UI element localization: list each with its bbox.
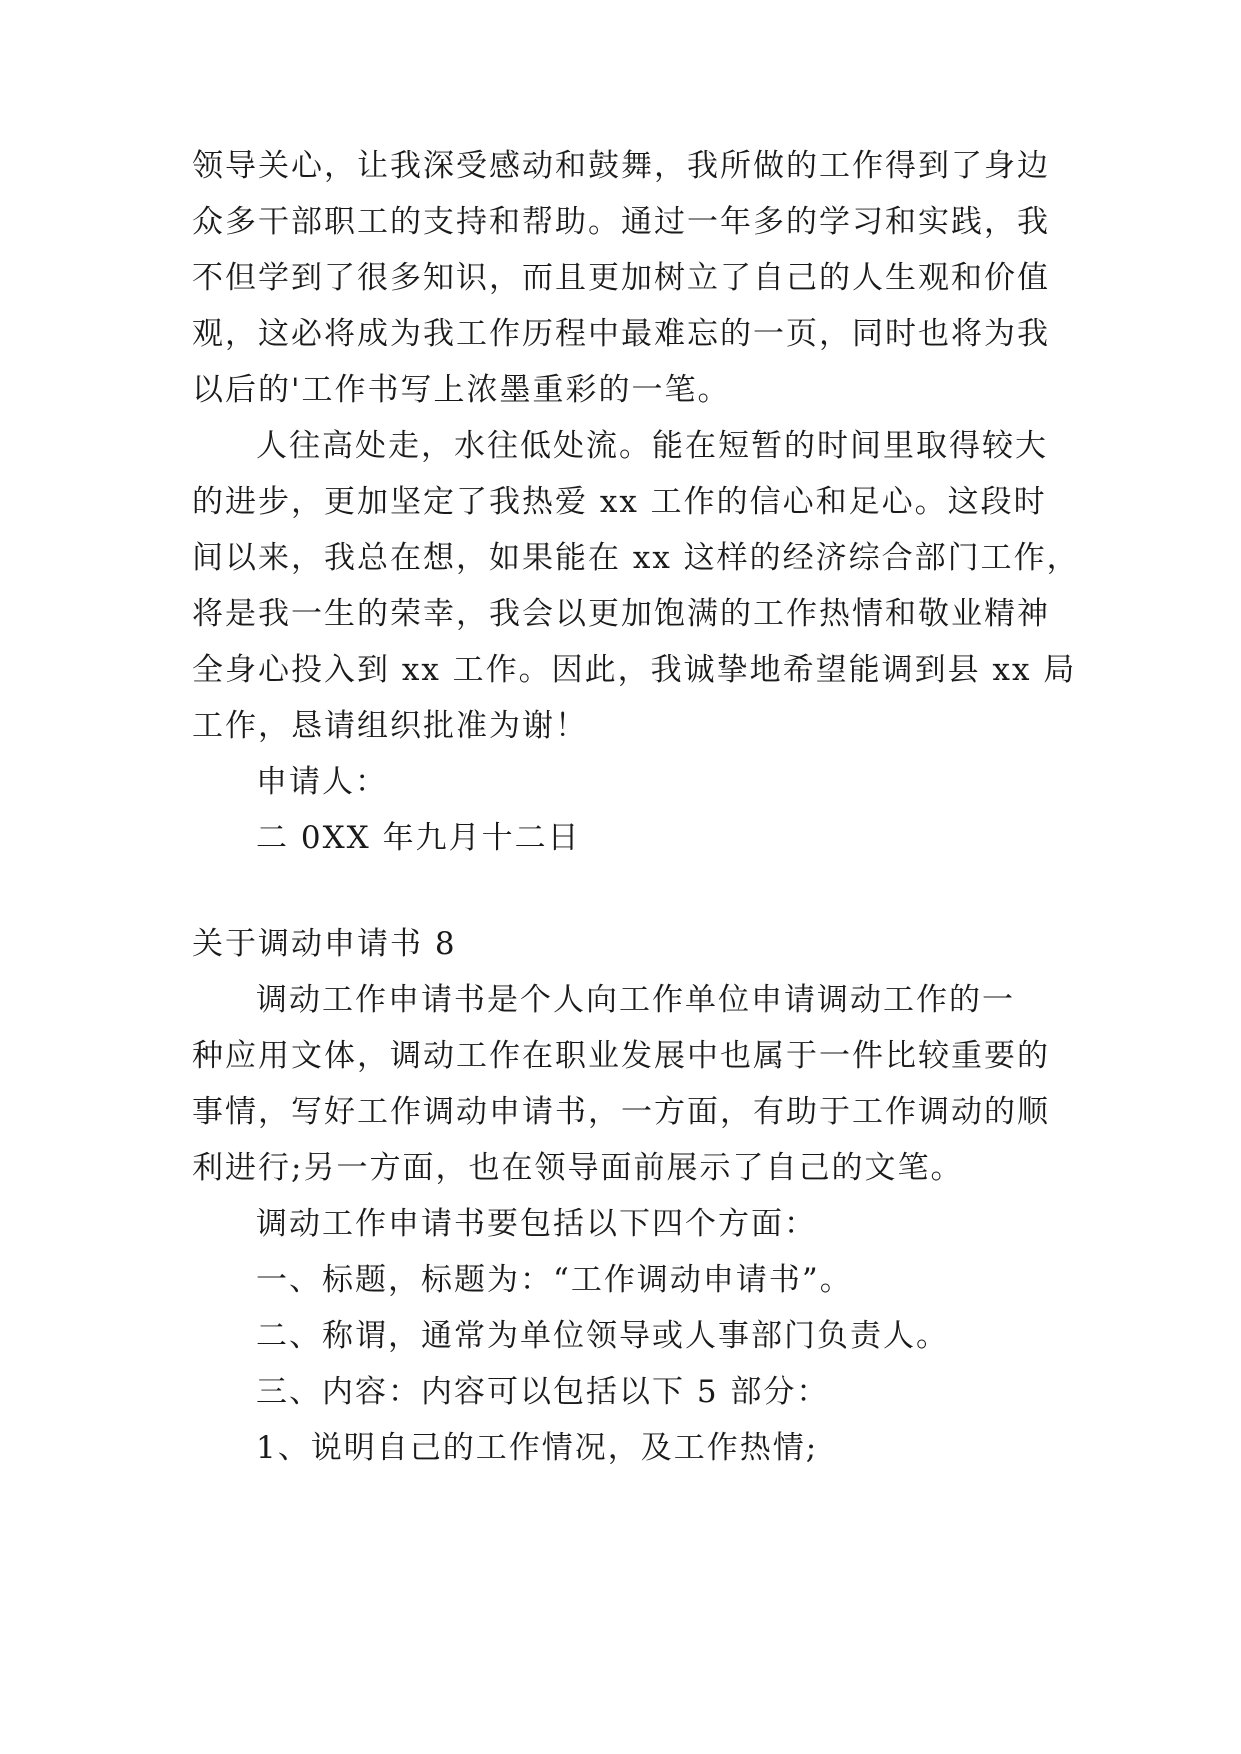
paragraph-line: 以后的'工作书写上浓墨重彩的一笔。 xyxy=(192,372,731,408)
paragraph-line: 间以来，我总在想，如果能在 xx 这样的经济综合部门工作， xyxy=(192,540,1080,576)
paragraph-line: 事情，写好工作调动申请书，一方面，有助于工作调动的顺 xyxy=(192,1094,1050,1130)
list-item: 二、称谓，通常为单位领导或人事部门负责人。 xyxy=(256,1318,949,1354)
paragraph-line: 全身心投入到 xx 工作。因此，我诚挚地希望能调到县 xx 局 xyxy=(192,652,1077,688)
section-title: 关于调动申请书 8 xyxy=(192,926,457,962)
paragraph-line: 利进行;另一方面，也在领导面前展示了自己的文笔。 xyxy=(192,1150,964,1186)
paragraph-line: 工作，恳请组织批准为谢！ xyxy=(192,708,588,744)
paragraph-line: 领导关心，让我深受感动和鼓舞，我所做的工作得到了身边 xyxy=(192,148,1050,184)
list-item: 三、内容：内容可以包括以下 5 部分： xyxy=(256,1374,830,1410)
paragraph-line: 人往高处走，水往低处流。能在短暂的时间里取得较大 xyxy=(256,428,1048,464)
list-intro: 调动工作申请书要包括以下四个方面： xyxy=(256,1206,817,1242)
applicant-label: 申请人： xyxy=(256,764,388,800)
paragraph-line: 种应用文体，调动工作在职业发展中也属于一件比较重要的 xyxy=(192,1038,1050,1074)
paragraph-line: 调动工作申请书是个人向工作单位申请调动工作的一 xyxy=(256,982,1015,1018)
paragraph-line: 不但学到了很多知识，而且更加树立了自己的人生观和价值 xyxy=(192,260,1050,296)
paragraph-line: 众多干部职工的支持和帮助。通过一年多的学习和实践，我 xyxy=(192,204,1050,240)
list-item: 一、标题，标题为：“工作调动申请书”。 xyxy=(256,1262,853,1298)
paragraph-line: 的进步，更加坚定了我热爱 xx 工作的信心和足心。这段时 xyxy=(192,484,1047,520)
application-date: 二 0XX 年九月十二日 xyxy=(256,820,581,856)
paragraph-line: 观，这必将成为我工作历程中最难忘的一页，同时也将为我 xyxy=(192,316,1050,352)
paragraph-line: 将是我一生的荣幸，我会以更加饱满的工作热情和敬业精神 xyxy=(192,596,1050,632)
list-item: 1、说明自己的工作情况，及工作热情; xyxy=(256,1430,819,1466)
